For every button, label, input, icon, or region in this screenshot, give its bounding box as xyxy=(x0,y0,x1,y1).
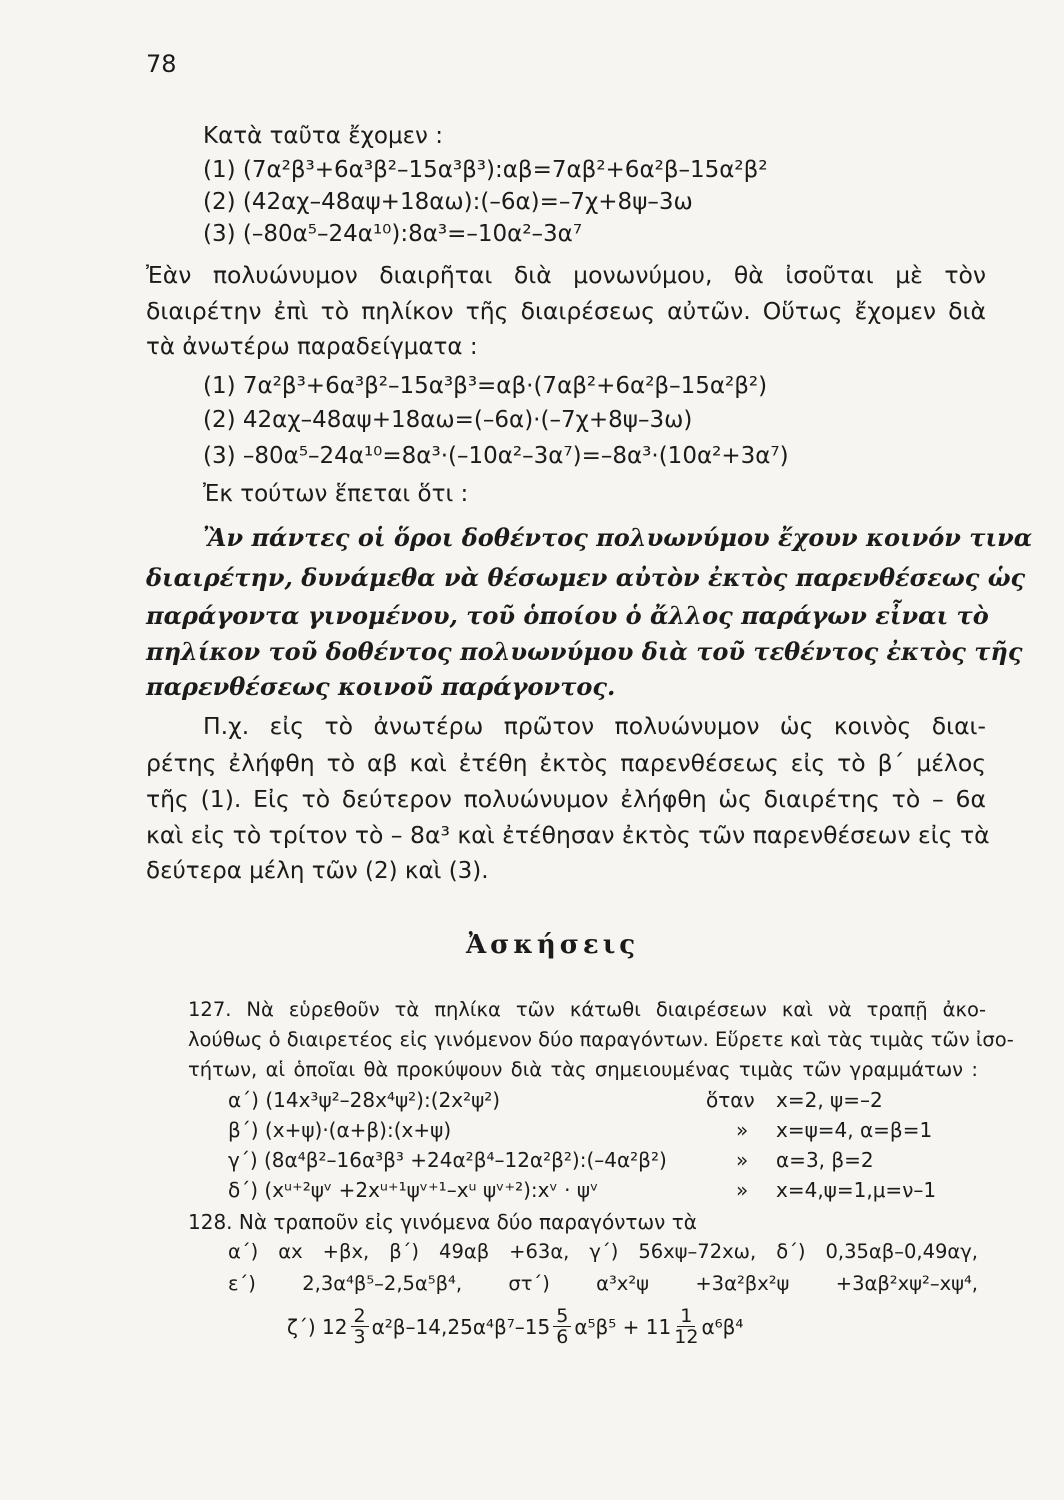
example-line: ρέτης ἐλήφθη τὸ αβ καὶ ἐτέθη ἐκτὸς παρενθέσεως εἰς τὸ β΄ μέλος xyxy=(146,749,986,777)
follows-line: Ἐκ τούτων ἕπεται ὅτι : xyxy=(203,481,469,507)
ex128-z-term: α⁶β⁴ xyxy=(701,1314,744,1339)
fraction xyxy=(553,1306,571,1347)
fraction-numerator: 2 xyxy=(351,1306,369,1327)
rule-line: πηλίκον τοῦ δοθέντος πολυωνύμου διὰ τοῦ τεθέντος ἐκτὸς τῆς xyxy=(146,637,1023,666)
rule-line: διαιρέτην, δυνάμεθα νὰ θέσωμεν αὐτὸν ἐκτὸς παρενθέσεως ὡς xyxy=(146,563,1026,592)
ex127-line: λούθως ὁ διαιρετέος εἰς γινόμενον δύο παραγόντων. Εὕρετε καὶ τὰς τιμὰς τῶν ἰσο- xyxy=(188,1028,1014,1051)
ex127-ditto: » xyxy=(736,1118,749,1142)
fraction-numerator: 1 xyxy=(677,1306,695,1327)
intro-line: Κατὰ ταῦτα ἔχομεν : xyxy=(203,123,443,149)
para1-line: διαιρέτην ἐπὶ τὸ πηλίκον τῆς διαιρέσεως αὐτῶν. Οὕτως ἔχομεν διὰ xyxy=(146,297,986,325)
ex127-line: τήτων, αἱ ὁποῖαι θὰ προκύψουν διὰ τὰς σημειουμένας τιμὰς τῶν γραμμάτων : xyxy=(188,1058,978,1081)
fraction xyxy=(674,1306,698,1347)
ex127-ditto: » xyxy=(736,1148,749,1172)
ex127-expr: α΄) (14x³ψ²–28x⁴ψ²):(2x²ψ²) xyxy=(228,1088,501,1112)
product-3: (3) –80α⁵–24α¹⁰=8α³·(–10α²–3α⁷)=–8α³·(10α²+3α⁷) xyxy=(203,443,789,469)
ex127-line: 127. Νὰ εὑρεθοῦν τὰ πηλίκα τῶν κάτωθι διαιρέσεων καὶ νὰ τραπῇ ἀκο- xyxy=(188,998,986,1021)
ex127-expr: β΄) (x+ψ)·(α+β):(x+ψ) xyxy=(228,1118,452,1142)
para1-line: Ἐὰν πολυώνυμον διαιρῆται διὰ μονωνύμου, θὰ ἰσοῦται μὲ τὸν xyxy=(146,261,986,289)
ex127-expr: γ΄) (8α⁴β²–16α³β³ +24α²β⁴–12α²β²):(–4α²β²) xyxy=(228,1148,667,1172)
ex128-z-row xyxy=(287,1306,743,1347)
exercises-title: Ἀσκήσεις xyxy=(466,930,640,960)
fraction-denominator: 3 xyxy=(353,1326,366,1348)
example-line: καὶ εἰς τὸ τρίτον τὸ – 8α³ καὶ ἐτέθησαν ἐκτὸς τῶν παρενθέσεων εἰς τὰ xyxy=(146,821,990,849)
division-2: (2) (42αχ–48αψ+18αω):(–6α)=–7χ+8ψ–3ω xyxy=(203,189,693,215)
example-line: τῆς (1). Εἰς τὸ δεύτερον πολυώνυμον ἐλήφθη ὡς διαιρέτης τὸ – 6α xyxy=(146,785,986,813)
example-line: δεύτερα μέλη τῶν (2) καὶ (3). xyxy=(146,858,489,884)
ex128-z-term: α⁵β⁵ + 11 xyxy=(574,1314,672,1339)
example-line: Π.χ. εἰς τὸ ἀνωτέρω πρῶτον πολυώνυμον ὡς κοινὸς διαι- xyxy=(203,712,986,740)
division-1: (1) (7α²β³+6α³β²–15α³β³):αβ=7αβ²+6α²β–15α²β² xyxy=(203,157,768,183)
page-number: 78 xyxy=(146,50,177,78)
ex128-row: ε΄) 2,3α⁴β⁵–2,5α⁵β⁴, στ΄) α³x²ψ +3α²βx²ψ +3αβ²xψ²–xψ⁴, xyxy=(228,1272,978,1295)
ex128-z-label: ζ΄) 12 xyxy=(287,1314,348,1339)
ex127-cond: x=2, ψ=–2 xyxy=(776,1088,883,1112)
fraction-denominator: 6 xyxy=(556,1326,569,1348)
ex127-cond: x=ψ=4, α=β=1 xyxy=(776,1118,933,1142)
rule-line: παρενθέσεως κοινοῦ παράγοντος. xyxy=(146,672,616,701)
fraction-denominator: 12 xyxy=(674,1326,699,1348)
ex128-row: α΄) αx +βx, β΄) 49αβ +63α, γ΄) 56xψ–72xω, δ΄) 0,35αβ–0,49αγ, xyxy=(228,1240,978,1263)
product-2: (2) 42αχ–48αψ+18αω=(–6α)·(–7χ+8ψ–3ω) xyxy=(203,407,693,433)
ex128-heading: 128. Νὰ τραποῦν εἰς γινόμενα δύο παραγόντων τὰ xyxy=(188,1210,697,1234)
ex128-z-term: α²β–14,25α⁴β⁷–15 xyxy=(371,1314,551,1339)
product-1: (1) 7α²β³+6α³β²–15α³β³=αβ·(7αβ²+6α²β–15α²β²) xyxy=(203,373,768,399)
fraction-numerator: 5 xyxy=(553,1306,571,1327)
rule-line: παράγοντα γινομένου, τοῦ ὁποίου ὁ ἄλλος παράγων εἶναι τὸ xyxy=(146,601,989,630)
division-3: (3) (–80α⁵–24α¹⁰):8α³=–10α²–3α⁷ xyxy=(203,221,583,247)
ex127-ditto: » xyxy=(736,1178,749,1202)
para1-line: τὰ ἀνωτέρω παραδείγματα : xyxy=(146,334,478,360)
ex127-when: ὅταν xyxy=(706,1088,755,1112)
rule-line: Ἂν πάντες οἱ ὅροι δοθέντος πολυωνύμου ἔχουν κοινόν τινα xyxy=(203,523,1033,552)
ex127-expr: δ΄) (xᵘ⁺²ψᵛ +2xᵘ⁺¹ψᵛ⁺¹–xᵘ ψᵛ⁺²):xᵛ · ψᵛ xyxy=(228,1178,599,1202)
ex127-cond: α=3, β=2 xyxy=(776,1148,874,1172)
fraction xyxy=(351,1306,369,1347)
ex127-cond: x=4,ψ=1,μ=ν–1 xyxy=(776,1178,937,1202)
